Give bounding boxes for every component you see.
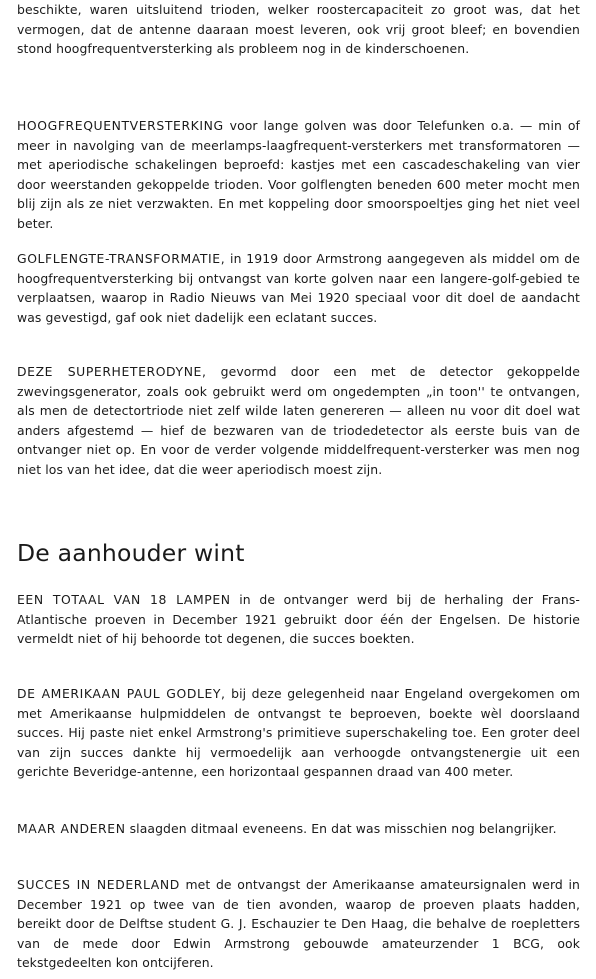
paragraph-text: bij deze gelegenheid naar Engeland overgekomen om met Amerikaanse hulpmiddelen de ontvangst te beproeven, boekte wèl doorslaand succes. Hij paste niet enkel Armstrong's primitieve superschakeling toe. Een groter deel van zijn succes dankte hij vermoedelijk aan verhoogde ontvangstenergie uit een gerichte Beveridge-antenne, een horizontaal gespannen draad van 400 meter. bbox=[17, 686, 580, 780]
paragraph-text: met de ontvangst der Amerikaanse amateursignalen werd in December 1921 op twee van de tien avonden, waarop de proeven plaats hadden, bereikt door de Delftse student G. J. Eschauzier te Den Haag, die behalve de roepletters van de mede door Edwin Armstrong gebouwde amateurzender 1 BCG, ook tekstgedeelten kon ontcijferen. bbox=[17, 877, 581, 971]
paragraph-text: voor lange golven was door Telefunken o.a. — min of meer in navolging van de meerlamps-laagfrequent-versterkers met transformatoren — met aperiodische schakelingen beproefd: kastjes met een cascadeschakeling van vier door weerstanden gekoppelde trioden. Voor golflengten beneden 600 meter mocht men blij zijn als ze niet verzwakten. En met koppeling door smoorspoeltjes ging het niet veel beter. bbox=[17, 118, 580, 231]
paragraph-lead: MAAR ANDEREN bbox=[17, 821, 126, 836]
paragraph-lead: DEZE SUPERHETERODYNE, bbox=[17, 364, 207, 379]
section-heading: De aanhouder wint bbox=[17, 539, 245, 567]
paragraph-lead: SUCCES IN NEDERLAND bbox=[17, 877, 180, 892]
paragraph-text: beschikte, waren uitsluitend trioden, welker roostercapaciteit zo groot was, dat het vermogen, dat de antenne daaraan moest leveren, ook vrij groot bleef; en bovendien stond hoogfrequentversterking als probleem nog in de kinderschoenen. bbox=[17, 2, 580, 57]
paragraph-hoogfrequentversterking bbox=[17, 116, 580, 234]
paragraph-superheterodyne bbox=[17, 362, 580, 480]
paragraph-text: in de ontvanger werd bij de herhaling der Frans-Atlantische proeven in December 1921 gebruikt door één der Engelsen. De historie vermeldt niet of hij behoorde tot degenen, die succes boekten. bbox=[17, 592, 581, 647]
paragraph-intro bbox=[17, 0, 580, 59]
paragraph-text: in 1919 door Armstrong aangegeven als middel om de hoogfrequentversterking bij ontvangst van korte golven naar een langere-golf-gebied te verplaatsen, waarop in Radio Nieuws van Mei 1920 speciaal voor dit doel de aandacht was gevestigd, gaf ook niet dadelijk een eclatant succes. bbox=[17, 251, 580, 325]
paragraph-lead: GOLFLENGTE-TRANSFORMATIE, bbox=[17, 251, 226, 266]
paragraph-lead: DE AMERIKAAN PAUL GODLEY, bbox=[17, 686, 226, 701]
paragraph-succes-nederland bbox=[17, 875, 580, 973]
paragraph-maar-anderen bbox=[17, 819, 580, 839]
paragraph-golflengte-transformatie bbox=[17, 249, 580, 327]
paragraph-text: gevormd door een met de detector gekoppelde zwevingsgenerator, zoals ook gebruikt werd om ongedempten „in toon'' te ontvangen, als men de detectortriode niet zelf wilde laten genereren — alleen nu voor dit doel wat anders afgestemd — hief de bezwaren van de triodedetector als eerste buis van de ontvanger niet op. En voor de verder volgende middelfrequent-versterker was men nog niet los van het idee, dat die weer aperiodisch moest zijn. bbox=[17, 364, 580, 477]
paragraph-paul-godley bbox=[17, 684, 580, 782]
paragraph-lead: HOOGFREQUENTVERSTERKING bbox=[17, 118, 224, 133]
paragraph-text: slaagden ditmaal eveneens. En dat was misschien nog belangrijker. bbox=[125, 821, 557, 836]
paragraph-totaal-lampen bbox=[17, 590, 580, 649]
paragraph-lead: EEN TOTAAL VAN 18 LAMPEN bbox=[17, 592, 231, 607]
